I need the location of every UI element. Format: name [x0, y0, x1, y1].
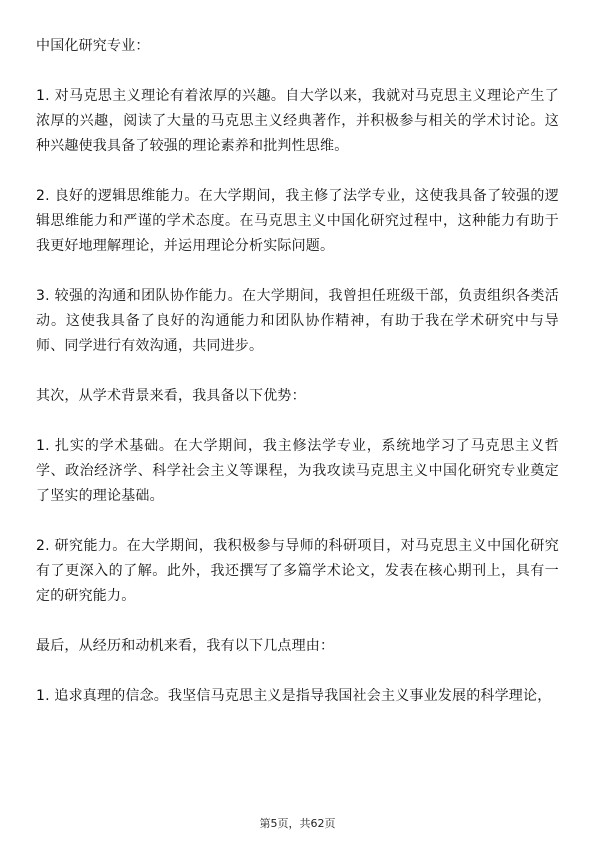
document-page	[36, 34, 559, 734]
section-heading: 中国化研究专业：	[36, 38, 150, 54]
paragraph-logic: 2. 良好的逻辑思维能力。在大学期间，我主修了法学专业，这使我具备了较强的逻辑思维能力和严谨的学术态度。在马克思主义中国化研究过程中，这种能力有助于我更好地理解理论，并运用理论分析实际问题。	[36, 188, 559, 254]
paragraph-foundation: 1. 扎实的学术基础。在大学期间，我主修法学专业，系统地学习了马克思主义哲学、政治经济学、科学社会主义等课程，为我攻读马克思主义中国化研究专业奠定了坚实的理论基础。	[36, 438, 559, 504]
paragraph-research: 2. 研究能力。在大学期间，我积极参与导师的科研项目，对马克思主义中国化研究有了更深入的了解。此外，我还撰写了多篇学术论文，发表在核心期刊上，具有一定的研究能力。	[36, 538, 559, 604]
paragraph-academic-intro: 其次，从学术背景来看，我具备以下优势：	[36, 388, 306, 404]
paragraph-motivation-intro: 最后，从经历和动机来看，我有以下几点理由：	[36, 638, 335, 654]
paragraph-teamwork: 3. 较强的沟通和团队协作能力。在大学期间，我曾担任班级干部，负责组织各类活动。这使我具备了良好的沟通能力和团队协作精神，有助于我在学术研究中与导师、同学进行有效沟通，共同进步。	[36, 288, 559, 354]
paragraph-interest: 1. 对马克思主义理论有着浓厚的兴趣。自大学以来，我就对马克思主义理论产生了浓厚的兴趣，阅读了大量的马克思主义经典著作，并积极参与相关的学术讨论。这种兴趣使我具备了较强的理论素养和批判性思维。	[36, 88, 559, 154]
paragraph-truth: 1. 追求真理的信念。我坚信马克思主义是指导我国社会主义事业发展的科学理论，	[36, 688, 552, 704]
page-number-footer: 第5页，共62页	[259, 817, 336, 830]
